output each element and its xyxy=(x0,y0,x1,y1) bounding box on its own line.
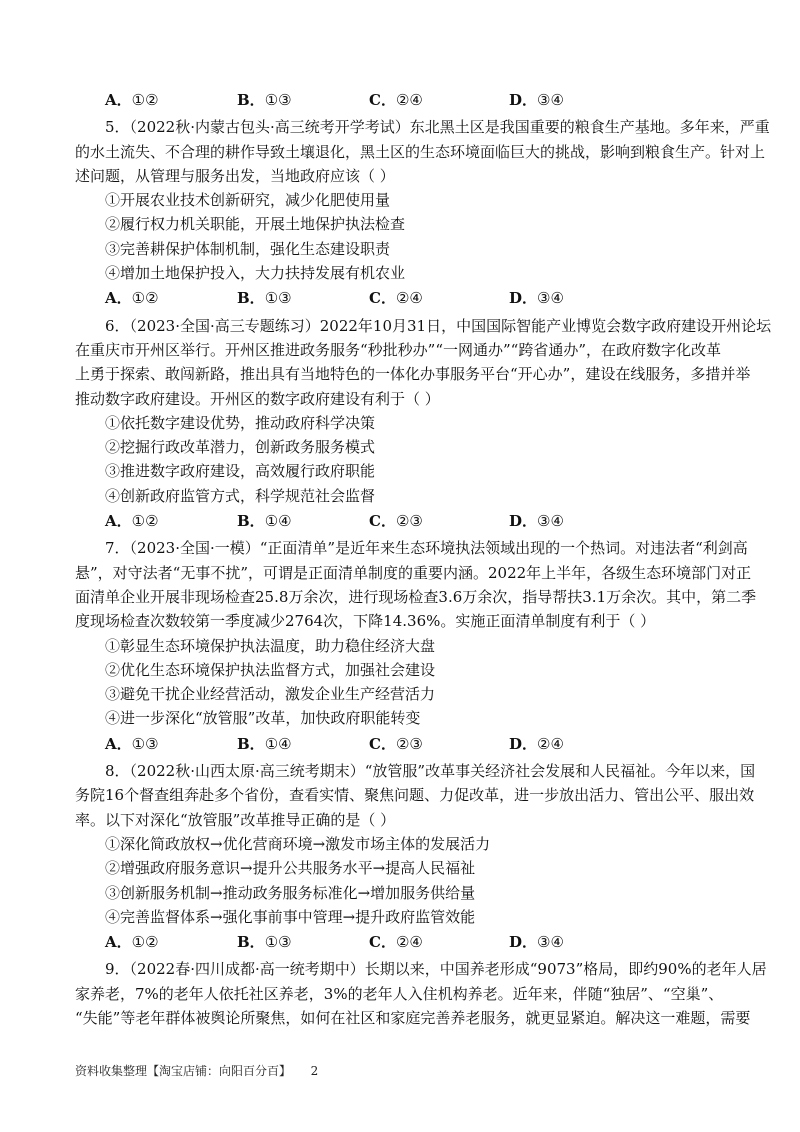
question-stem-line: 度现场检查次数较第一季度减少2764次，下降14.36%。实施正面清单制度有利于（ ） xyxy=(75,612,656,631)
question-stem-line: 述问题，从管理与服务出发，当地政府应该（ ） xyxy=(75,166,395,185)
statement-item: ④创新政府监管方式，科学规范社会监督 xyxy=(105,486,376,505)
question-stem-line: 家养老，7%的老年人依托社区养老，3%的老年人入住机构养老。近年来，伴随“独居”、“空巢”、 xyxy=(75,984,724,1003)
option-d: D．②④ xyxy=(509,734,564,753)
statement-item: ③完善耕保护体制机制，强化生态建设职责 xyxy=(105,239,391,258)
answer-options xyxy=(75,509,725,533)
option-c: C．②④ xyxy=(369,91,423,109)
question-stem-line: 5．（2022秋·内蒙古包头·高三统考开学考试）东北黑土区是我国重要的粮食生产基地。多年来，严重 xyxy=(105,118,770,137)
option-c: C．②③ xyxy=(369,512,423,531)
option-a: A．①③ xyxy=(105,734,159,753)
option-b: B．①③ xyxy=(237,91,292,109)
statement-item: ①彰显生态环境保护执法温度，助力稳住经济大盘 xyxy=(105,636,436,655)
answer-options xyxy=(75,732,725,756)
question-stem-line: 6．（2023·全国·高三专题练习）2022年10月31日，中国国际智能产业博览会数字政府建设开州论坛 xyxy=(105,316,772,335)
question-6 xyxy=(75,314,772,534)
option-b: B．①③ xyxy=(237,289,292,308)
question-stem-line: “失能”等老年群体被舆论所聚焦，如何在社区和家庭完善养老服务，就更显紧迫。解决这一难题，需要 xyxy=(75,1008,751,1027)
statement-item: ②履行权力机关职能，开展土地保护执法检查 xyxy=(105,215,406,234)
statement-item: ③推进数字政府建设，高效履行政府职能 xyxy=(105,462,376,481)
option-a: A．①② xyxy=(105,933,159,952)
question-stem-line: 面清单企业开展非现场检查25.8万余次，进行现场检查3.6万余次，指导帮扶3.1万余次。其中，第二季 xyxy=(75,587,757,606)
page-number: 2 xyxy=(310,1064,319,1078)
question-stem-line: 上勇于探索、敢闯新路，推出具有当地特色的一体化办事服务平台“开心办”，建设在线服务，多措并举 xyxy=(75,365,751,384)
question-stem-line: 务院16个督查组奔赴多个省份，查看实情、聚焦问题、力促改革，进一步放出活力、管出公平、服出效 xyxy=(75,786,755,805)
statement-item: ③避免干扰企业经营活动，激发企业生产经营活力 xyxy=(105,685,436,704)
option-c: C．②④ xyxy=(369,289,423,308)
option-b: B．①④ xyxy=(237,512,292,531)
footer-source-text: 资料收集整理【淘宝店铺：向阳百分百】 xyxy=(75,1064,292,1078)
statement-item: ④完善监督体系→强化事前事中管理→提升政府监管效能 xyxy=(105,907,476,926)
question-stem-line: 率。以下对深化“放管服”改革推导正确的是（ ） xyxy=(75,810,396,829)
option-c: C．②④ xyxy=(369,933,423,952)
option-d: D．③④ xyxy=(509,933,564,952)
statement-item: ①开展农业技术创新研究，减少化肥使用量 xyxy=(105,191,391,210)
option-b: B．①④ xyxy=(237,734,292,753)
statement-item: ②优化生态环境保护执法监督方式，加强社会建设 xyxy=(105,660,436,679)
question-9 xyxy=(75,957,767,1030)
option-a: A．①② xyxy=(105,512,159,531)
document-page xyxy=(75,88,772,1030)
page-footer xyxy=(75,1062,318,1079)
question-stem-line: 7．（2023·全国·一模）“正面清单”是近年来生态环境执法领域出现的一个热词。对违法者“利剑高 xyxy=(105,539,748,558)
option-c: C．②③ xyxy=(369,734,423,753)
answer-options xyxy=(75,930,725,954)
answer-options-q4 xyxy=(75,88,725,112)
option-d: D．③④ xyxy=(509,91,564,109)
question-stem-line: 8．（2022秋·山西太原·高三统考期末）“放管服”改革事关经济社会发展和人民福祉。今年以来，国 xyxy=(105,762,756,781)
statement-item: ④进一步深化“放管服”改革，加快政府职能转变 xyxy=(105,709,421,728)
statement-item: ①深化简政放权→优化营商环境→激发市场主体的发展活力 xyxy=(105,834,491,853)
option-a: A．①② xyxy=(105,289,159,308)
question-8 xyxy=(75,759,756,954)
option-d: D．③④ xyxy=(509,512,564,531)
answer-options xyxy=(75,286,725,310)
question-5 xyxy=(75,115,770,310)
question-stem-line: 悬”，对守法者“无事不扰”，可谓是正面清单制度的重要内涵。2022年上半年，各级生态环境部门对正 xyxy=(75,563,752,582)
option-b: B．①③ xyxy=(237,933,292,952)
option-d: D．③④ xyxy=(509,289,564,308)
question-stem-line: 推动数字政府建设。开州区的数字政府建设有利于（ ） xyxy=(75,389,440,408)
statement-item: ③创新服务机制→推动政务服务标准化→增加服务供给量 xyxy=(105,883,476,902)
statement-item: ②增强政府服务意识→提升公共服务水平→提高人民福祉 xyxy=(105,859,476,878)
statement-item: ②挖掘行政改革潜力，创新政务服务模式 xyxy=(105,438,376,457)
question-7 xyxy=(75,536,757,756)
statement-item: ①依托数字建设优势，推动政府科学决策 xyxy=(105,413,376,432)
statement-item: ④增加土地保护投入，大力扶持发展有机农业 xyxy=(105,264,406,283)
option-a: A．①② xyxy=(105,91,159,109)
question-stem-line: 的水土流失、不合理的耕作导致土壤退化，黑土区的生态环境面临巨大的挑战，影响到粮食生产。针对上 xyxy=(75,142,766,161)
question-stem-line: 在重庆市开州区举行。开州区推进政务服务“秒批秒办”“一网通办”“跨省通办”，在政府数字化改革 xyxy=(75,340,722,359)
question-stem-line: 9．（2022春·四川成都·高一统考期中）长期以来，中国养老形成“9073”格局，即约90%的老年人居 xyxy=(105,960,767,979)
